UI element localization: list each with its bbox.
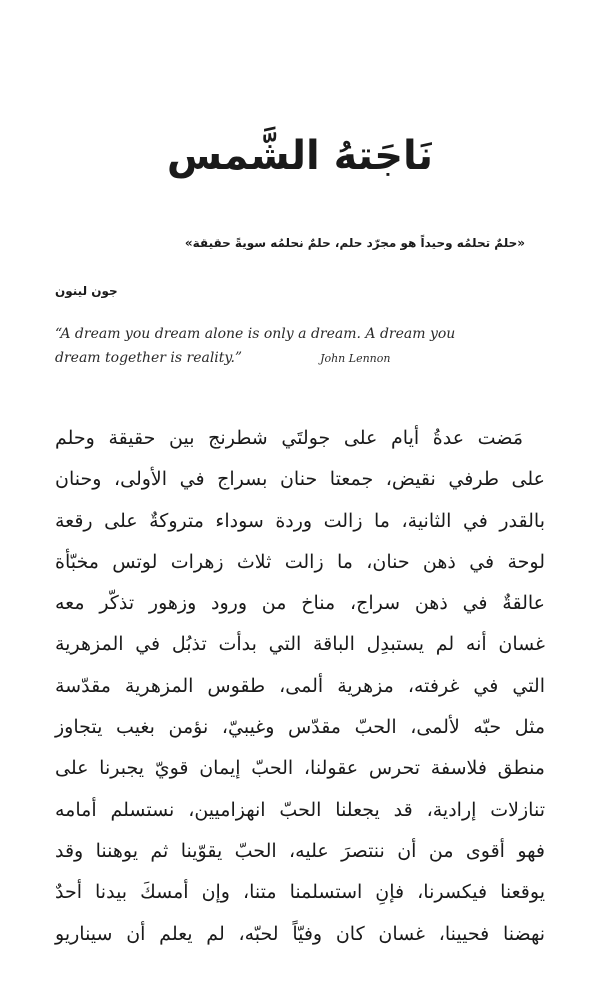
body-line: غسان أنه لم يستبدِل الباقة التي بدأت تذبُل في المزهرية <box>55 633 545 656</box>
body-line: تنازلات إرادية، قد يجعلنا الحبّ انهزاميين، نستسلم أمامه <box>55 798 545 821</box>
epigraph-english-line: dream together is reality.” <box>55 350 243 366</box>
epigraph-english-line-with-author <box>55 346 525 371</box>
epigraph-english-quote <box>55 322 525 371</box>
body-line: مَضت عدةُ أيام على جولتَي شطرنج بين حقيقة وحلم <box>55 427 523 449</box>
body-line: عالقةٌ في ذهن سراج، مناخ من ورود وزهور تذكّر معه <box>55 592 545 615</box>
body-line: بالقدر في الثانية، ما زالت وردة سوداء متروكةٌ على رقعة <box>55 509 545 532</box>
epigraph-english-author: John Lennon <box>320 352 391 365</box>
body-line: على طرفي نقيض، جمعتا حنان بسراج في الأولى، وحنان <box>55 468 545 491</box>
epigraph-arabic-quote: «حلمٌ تحلمُه وحيداً هو مجرّد حلم، حلمٌ نحلمُه سويةً حقيقة» <box>184 236 525 250</box>
body-line: التي في غرفته، مزهرية ألمى، طقوس المزهرية مقدّسة <box>55 674 545 697</box>
epigraph-arabic-author: جون لينون <box>55 284 118 298</box>
body-line: منطق فلاسفة تحرس عقولنا، الحبّ إيمان قويّ يجبرنا على <box>55 757 545 780</box>
body-line: مثل حبّه لألمى، الحبّ مقدّس وغيبيّ، نؤمن بغيب يتجاوز <box>55 716 545 739</box>
body-line: لوحة في ذهن حنان، ما زالت ثلاث زهرات لوتس مخبّأة <box>55 550 545 573</box>
chapter-body-text <box>55 418 545 955</box>
chapter-title: نَاجَتهُ الشَّمس <box>166 133 434 179</box>
epigraph-english-line: “A dream you dream alone is only a dream. A dream you <box>55 326 456 342</box>
body-line: نهضنا فحيينا، غسان كان وفيّاً لحبّه، لم يعلم أن سيناريو <box>55 922 545 945</box>
body-line: فهو أقوى من أن ننتصرَ عليه، الحبّ يقوّينا ثم يوهننا وقد <box>55 839 545 862</box>
body-line: يوقعنا فيكسرنا، فإنِ استسلمنا متنا، وإن أمسكَ بيدنا أحدٌ <box>55 881 545 904</box>
